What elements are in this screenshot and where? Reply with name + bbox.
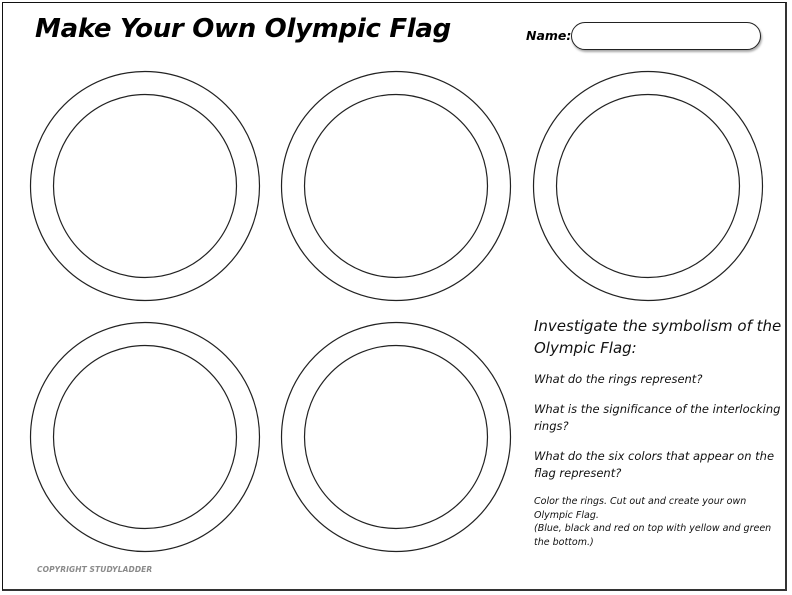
ring-5: [282, 323, 511, 552]
instruction-line-1: Color the rings. Cut out and create your own Olympic Flag.: [534, 496, 747, 521]
ring-3-inner-circle: [557, 95, 740, 278]
ring-4: [31, 323, 260, 552]
ring-3: [534, 72, 763, 301]
name-label: Name:: [526, 28, 572, 43]
ring-2: [282, 72, 511, 301]
ring-5-inner-circle: [305, 346, 488, 529]
question-six-colors: What do the six colors that appear on the flag represent?: [534, 449, 775, 480]
instructions: [534, 495, 784, 550]
symbolism-panel: [534, 315, 784, 550]
ring-2-outer-circle: [282, 72, 511, 301]
panel-heading: Investigate the symbolism of the Olympic Flag:: [534, 317, 782, 357]
ring-4-inner-circle: [54, 346, 237, 529]
page-title: Make Your Own Olympic Flag: [35, 14, 451, 44]
ring-1-outer-circle: [31, 72, 260, 301]
ring-3-outer-circle: [534, 72, 763, 301]
copyright-notice: COPYRIGHT STUDYLADDER: [37, 565, 153, 574]
ring-4-outer-circle: [31, 323, 260, 552]
ring-2-inner-circle: [305, 95, 488, 278]
ring-5-outer-circle: [282, 323, 511, 552]
ring-1: [31, 72, 260, 301]
instruction-line-2: (Blue, black and red on top with yellow and green the bottom.): [534, 523, 772, 549]
question-interlocking-significance: What is the significance of the interlocking rings?: [534, 402, 781, 433]
question-rings-represent: What do the rings represent?: [534, 372, 703, 386]
ring-1-inner-circle: [54, 95, 237, 278]
